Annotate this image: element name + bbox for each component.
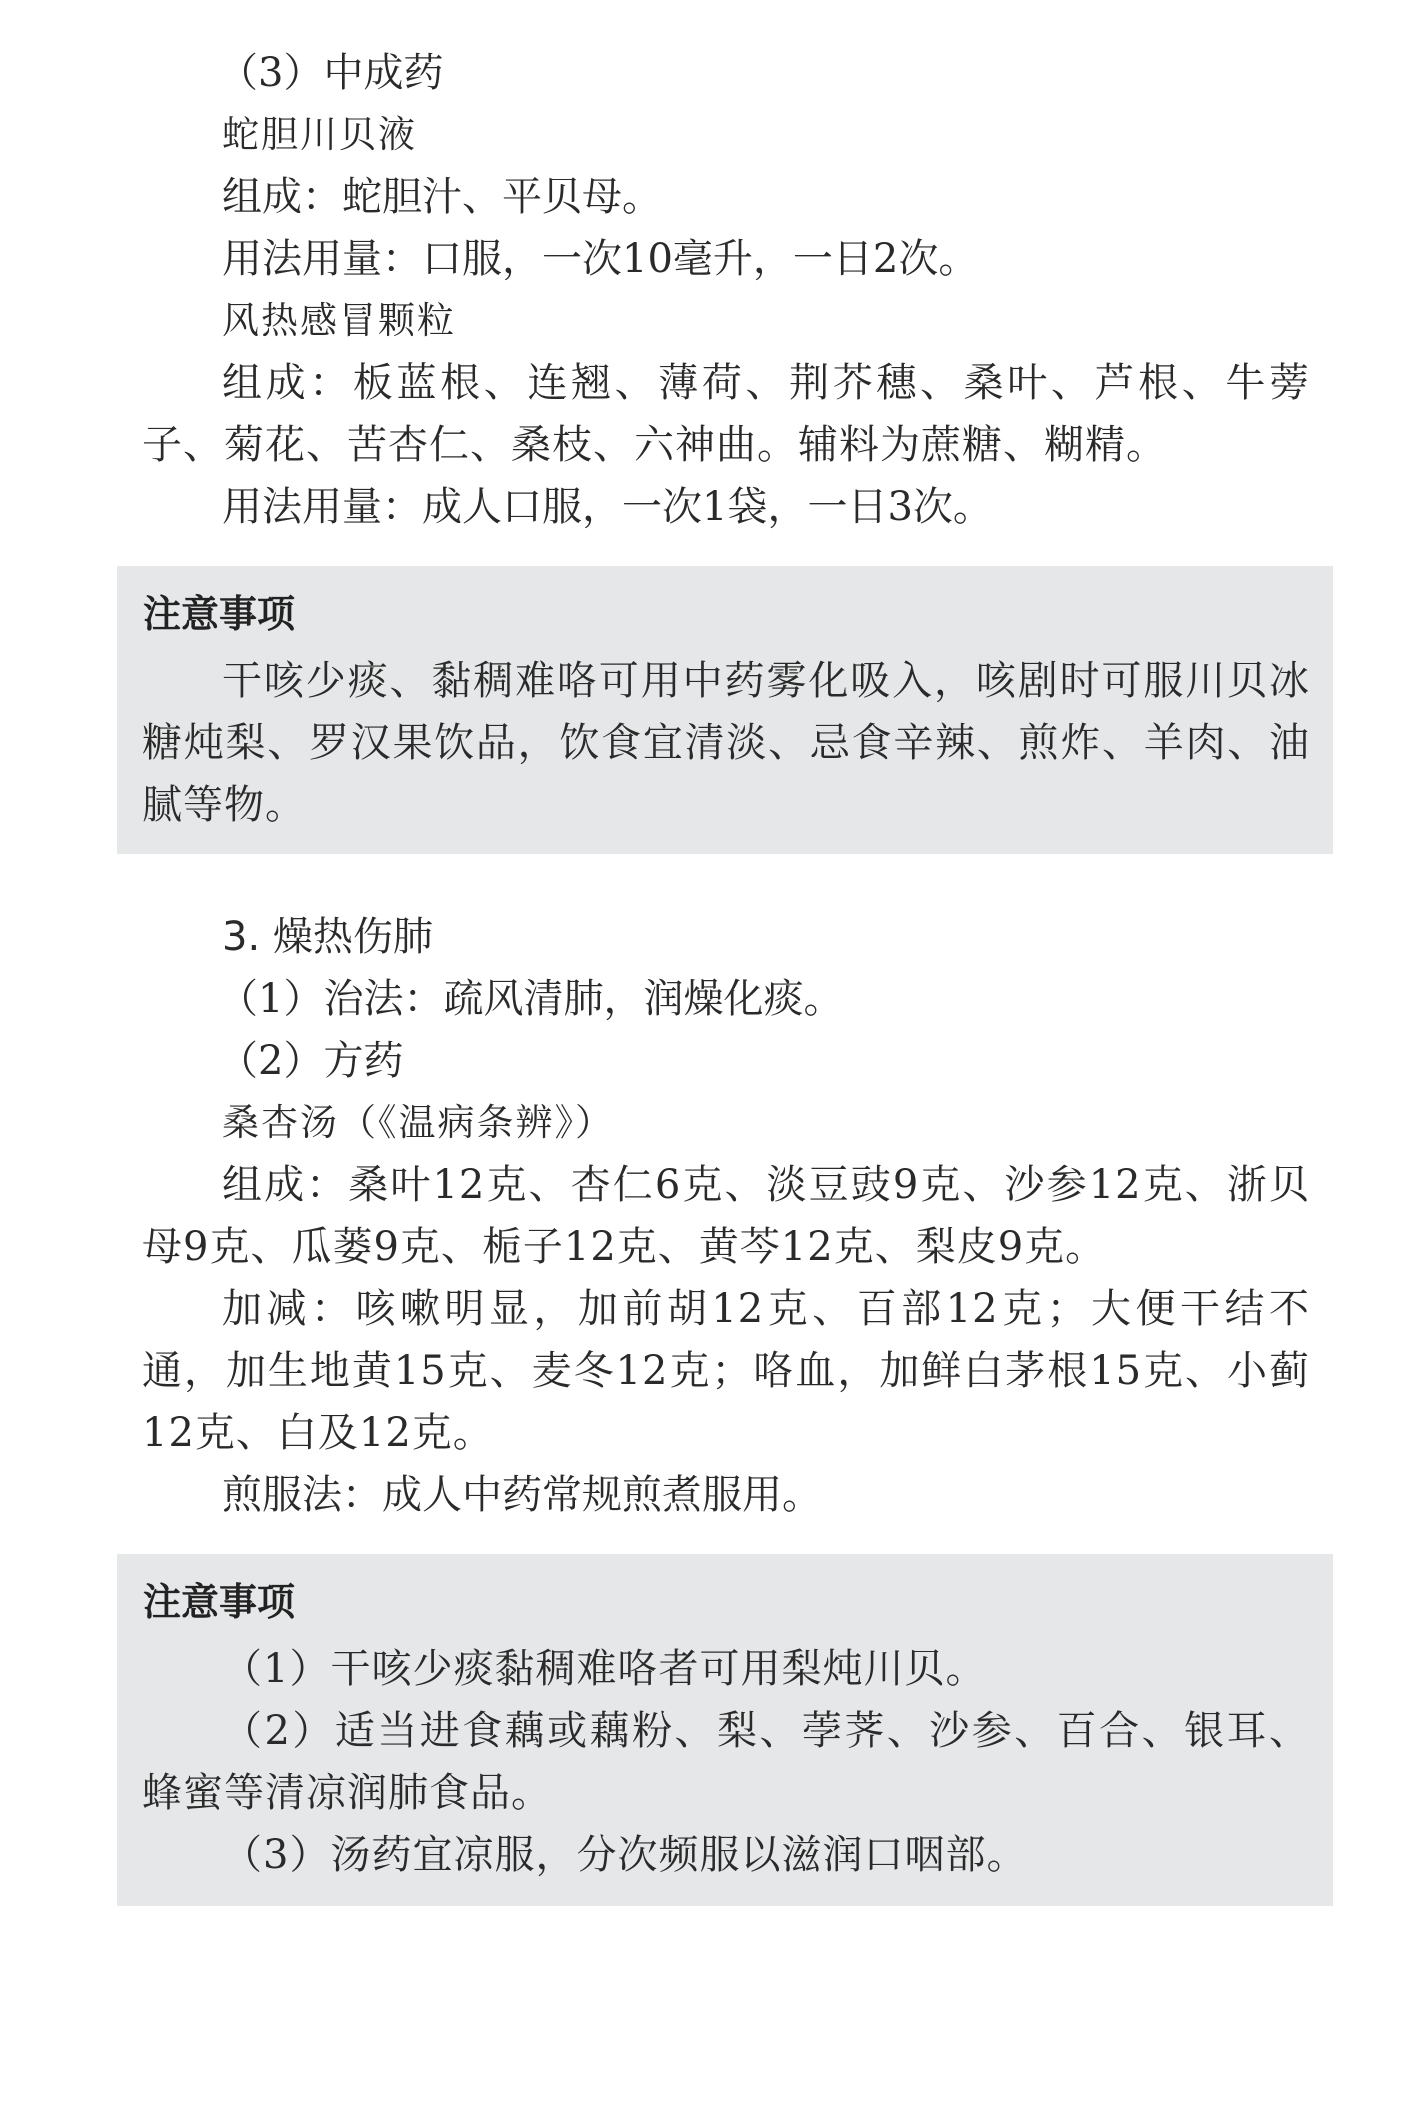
drug-name-shedan-chuanbei: 蛇胆川贝液 — [222, 113, 417, 156]
note-title: 注意事项 — [143, 1580, 296, 1624]
section-title-zaore-shangfei: 3. 燥热伤肺 — [222, 914, 433, 960]
drug1-usage: 用法用量：口服，一次10毫升，一日2次。 — [222, 236, 979, 282]
formula-modification: 加减：咳嗽明显，加前胡12克、百部12克；大便干结不通，加生地黄15克、麦冬12克；咯血，加鲜白茅根15克、小蓟12克、白及12克。 — [142, 1286, 1310, 1456]
drug2-usage: 用法用量：成人口服，一次1袋，一日3次。 — [222, 484, 993, 530]
drug1-composition: 组成：蛇胆汁、平贝母。 — [222, 174, 662, 220]
formula-name: 桑杏汤（《温病条辨》） — [222, 1101, 614, 1144]
decoction-method: 煎服法：成人中药常规煎煮服用。 — [222, 1472, 822, 1518]
note-text: 干咳少痰、黏稠难咯可用中药雾化吸入，咳剧时可服川贝冰糖炖梨、罗汉果饮品，饮食宜清淡、忌食辛辣、煎炸、羊肉、油腻等物。 — [142, 658, 1310, 828]
subsection-heading-patent-medicine: （3）中成药 — [218, 50, 444, 96]
note-item: （3）汤药宜凉服，分次频服以滋润口咽部。 — [222, 1832, 1028, 1878]
drug2-composition: 组成：板蓝根、连翘、薄荷、荆芥穗、桑叶、芦根、牛蒡子、菊花、苦杏仁、桑枝、六神曲。辅料为蔗糖、糊精。 — [142, 360, 1310, 468]
note-title: 注意事项 — [143, 592, 296, 636]
formula-composition: 组成：桑叶12克、杏仁6克、淡豆豉9克、沙参12克、浙贝母9克、瓜蒌9克、栀子12克、黄芩12克、梨皮9克。 — [142, 1162, 1310, 1270]
note-box-1 — [117, 566, 1333, 854]
note-item: （2）适当进食藕或藕粉、梨、荸荠、沙参、百合、银耳、蜂蜜等清凉润肺食品。 — [142, 1708, 1310, 1816]
treatment-method: （1）治法：疏风清肺，润燥化痰。 — [218, 976, 844, 1022]
note-item: （1）干咳少痰黏稠难咯者可用梨炖川贝。 — [222, 1646, 987, 1692]
note-box-2 — [117, 1554, 1333, 1906]
drug-name-fengre-ganmao: 风热感冒颗粒 — [222, 299, 456, 342]
prescription-heading: （2）方药 — [218, 1038, 404, 1084]
